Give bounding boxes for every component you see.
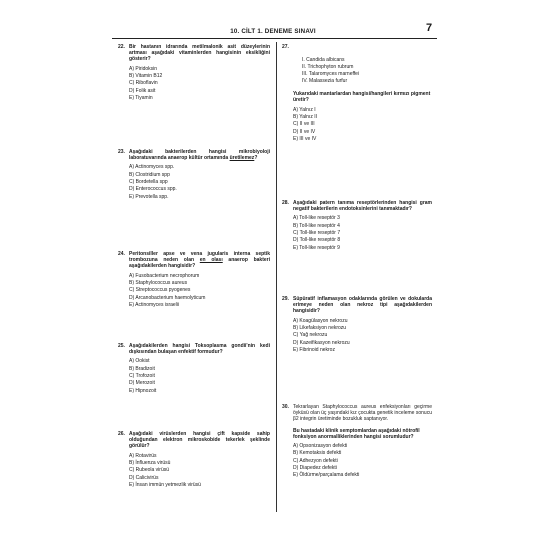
question-number: 25. <box>118 343 125 349</box>
option-e[interactable]: E) Tiyamin <box>129 94 153 101</box>
option-c[interactable]: C) Streptococcus pyogenes <box>129 287 191 294</box>
question-30 <box>282 404 432 480</box>
option-a[interactable]: A) Opsonizasyon defekti <box>293 443 348 450</box>
column-divider <box>276 42 277 512</box>
page-header-title: 10. CİLT 1. DENEME SINAVI <box>230 28 316 35</box>
option-e[interactable]: E) Prevotella spp. <box>129 193 169 200</box>
option-b[interactable]: B) Bradizoit <box>129 365 155 372</box>
options-list <box>129 453 270 489</box>
option-c[interactable]: C) Trofozoit <box>129 373 155 379</box>
question-text: Aşağıdaki bakterilerden hangisi mikrobiyoloji laboratuvarında anaerop kültür ortamında üretilemez? <box>129 149 270 162</box>
roman-item: IV. Malassezia furfur <box>302 78 348 85</box>
option-e[interactable]: E) Actinomyces israelii <box>129 301 180 308</box>
options-list <box>129 164 270 200</box>
option-d[interactable]: D) Calicivirüs <box>129 474 159 481</box>
question-number: 24. <box>118 251 125 257</box>
question-26 <box>118 431 270 489</box>
option-d[interactable]: D) Toll-like reseptör 8 <box>293 237 341 244</box>
options-list <box>293 215 432 251</box>
options-list <box>293 443 432 479</box>
options-list <box>293 107 432 143</box>
option-c[interactable]: C) Adhezyon defekti <box>293 457 338 464</box>
option-c[interactable]: C) II ve III <box>293 121 315 128</box>
question-27 <box>282 44 432 143</box>
question-number: 26. <box>118 431 125 437</box>
options-list <box>129 273 270 309</box>
question-text: Aşağıdaki virüslerden hangisi çift kapside sahip olduğundan elektron mikroskobide tekerlek şeklinde görülür? <box>129 431 270 450</box>
option-b[interactable]: B) Kemotaksis defekti <box>293 450 342 457</box>
option-e[interactable]: E) Fibrinoid nekroz <box>293 346 335 353</box>
option-a[interactable]: A) Actinomyces spp. <box>129 164 175 171</box>
question-text: Bu hastadaki klinik semptomlardan aşağıdaki nötrofil fonksiyon anormalliklerinden hangisi sorumludur? <box>293 427 420 440</box>
question-text: Aşağıdaki patern tanıma reseptörlerinden hangisi gram negatif bakterilerin endotoksinlerini tanımaktadır? <box>293 200 432 213</box>
question-number: 27. <box>282 44 289 50</box>
option-b[interactable]: B) Clostridium spp <box>129 171 170 178</box>
option-c[interactable]: C) Riboflavin <box>129 80 158 87</box>
option-a[interactable]: A) Yalnız I <box>293 106 316 113</box>
options-list <box>129 66 270 102</box>
question-25 <box>118 343 270 395</box>
question-text: Peritonsiller apse ve vena jugularis interna septik trombozuna neden olan en olası anaerop bakteri aşağıdakilerden hangisidir? <box>129 251 270 270</box>
option-e[interactable]: E) Öldürme/parçalama defekti <box>293 472 360 479</box>
header-rule <box>112 38 437 39</box>
option-d[interactable]: D) Merozoit <box>129 380 155 387</box>
question-24 <box>118 251 270 309</box>
question-number: 22. <box>118 44 125 50</box>
option-e[interactable]: E) Toll-like reseptör 9 <box>293 244 340 251</box>
question-text: Aşağıdakilerden hangisi Toksoplasma gondii'nin kedi dışkısından bulaşan enfektif formudur? <box>129 343 270 356</box>
option-a[interactable]: A) Ookist <box>129 358 150 365</box>
options-list <box>293 318 432 354</box>
option-d[interactable]: D) II ve IV <box>293 128 316 135</box>
roman-item: I. Candida albicans <box>302 57 345 64</box>
question-29 <box>282 296 432 354</box>
roman-items-list <box>302 57 432 85</box>
question-number: 28. <box>282 200 289 206</box>
option-a[interactable]: A) Toll-like reseptör 3 <box>293 215 340 222</box>
roman-item: III. Talaromyces marneffei <box>302 71 360 78</box>
question-28 <box>282 200 432 252</box>
question-number: 30. <box>282 404 289 410</box>
question-number: 29. <box>282 296 289 302</box>
option-a[interactable]: A) Piridoksin <box>129 65 158 72</box>
option-a[interactable]: A) Rotavirüs <box>129 452 157 459</box>
question-22 <box>118 44 270 102</box>
option-b[interactable]: B) Yalnız II <box>293 113 317 120</box>
roman-item: II. Trichophyton rubrum <box>302 64 354 71</box>
page-number: 7 <box>426 22 433 34</box>
option-d[interactable]: D) Folik asit <box>129 87 156 94</box>
option-d[interactable]: D) Arcanobacterium haemolyticum <box>129 294 206 301</box>
option-d[interactable]: D) Diapedez defekti <box>293 464 337 471</box>
option-e[interactable]: E) III ve IV <box>293 135 317 142</box>
option-d[interactable]: D) Kazeifikasyon nekrozu <box>293 339 350 346</box>
option-c[interactable]: C) Toll-like reseptör 7 <box>293 230 341 236</box>
option-e[interactable]: E) İnsan immün yetmezlik virüsü <box>129 481 201 488</box>
option-a[interactable]: A) Koagülasyon nekrozu <box>293 317 348 324</box>
option-c[interactable]: C) Yağ nekrozu <box>293 332 328 339</box>
question-23 <box>118 149 270 201</box>
option-c[interactable]: C) Bordetella spp <box>129 179 168 185</box>
underlined-keyword: üretilemez <box>229 155 255 162</box>
option-b[interactable]: B) Staphylococcus aureus <box>129 279 188 286</box>
option-c[interactable]: C) Rubeola virüsü <box>129 467 170 474</box>
option-b[interactable]: B) Toll-like reseptör 4 <box>293 222 340 229</box>
option-b[interactable]: B) Likefaksiyon nekrozu <box>293 324 347 331</box>
option-a[interactable]: A) Fusobacterium necrophorum <box>129 272 200 279</box>
question-text: Bir hastanın idrarında metilmalonik asit düzeylerinin artması aşağıdaki vitaminlerden hangisinin eksikliğini gösterir? <box>129 44 270 63</box>
question-text: Süpüratif inflamasyon odaklarında görülen ve dokularda erimeye neden olan nekroz tipi aşağıdakilerden hangisidir? <box>293 296 432 315</box>
question-text: Yukarıdaki mantarlardan hangisi/hangileri kırmızı pigment üretir? <box>293 91 431 104</box>
question-number: 23. <box>118 149 125 155</box>
options-list <box>129 358 270 394</box>
option-d[interactable]: D) Enterococcus spp. <box>129 186 177 193</box>
option-e[interactable]: E) Hipnozoit <box>129 387 157 394</box>
underlined-keyword: en olası <box>199 257 223 264</box>
option-b[interactable]: B) İnfluenza virüsü <box>129 459 171 466</box>
question-case-text: Tekrarlayan Staphylococcus aureus enfeksiyonları geçirme öyküsü olan üç yaşındaki kız çocukta genetik inceleme sonucu β2 integrin üretiminde bozukluk saptanıyor. <box>293 404 432 423</box>
option-b[interactable]: B) Vitamin B12 <box>129 72 163 79</box>
